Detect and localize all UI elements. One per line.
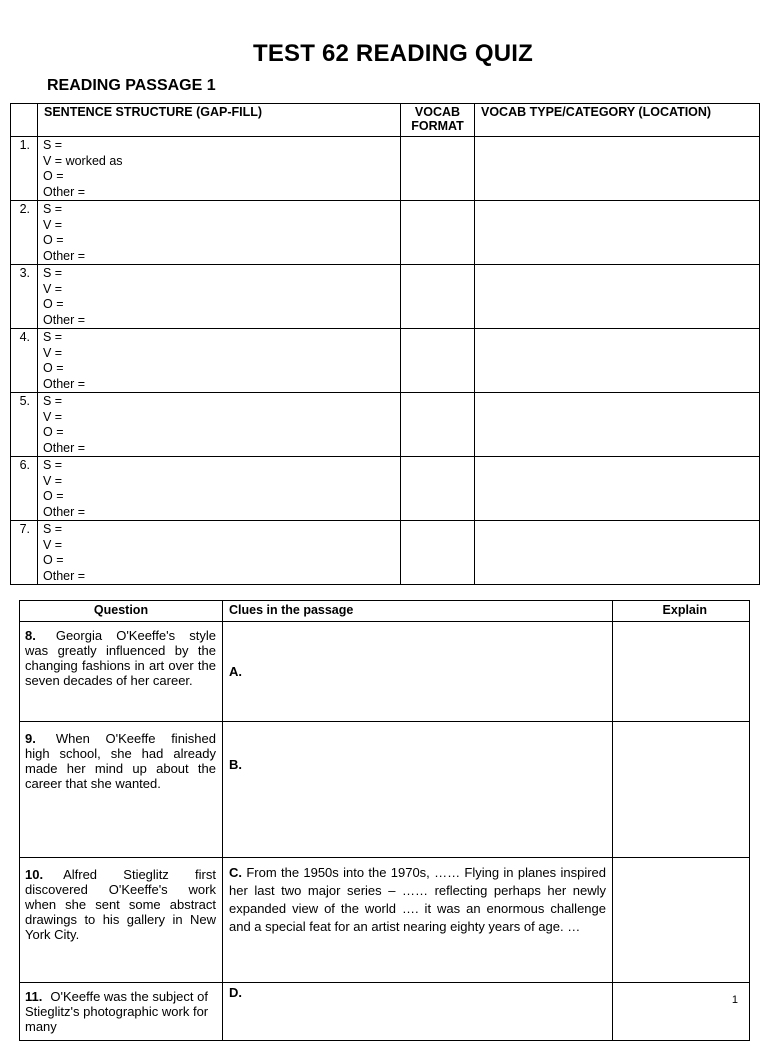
row-number: 2. xyxy=(11,201,38,265)
subject-line: S = xyxy=(43,202,63,216)
number-header xyxy=(11,104,38,137)
table-row xyxy=(11,201,760,265)
other-line: Other = xyxy=(43,504,86,519)
clue-cell[interactable] xyxy=(223,622,613,722)
sentence-structure-cell[interactable] xyxy=(38,329,401,393)
vocab-format-cell[interactable] xyxy=(401,521,475,585)
vocab-format-cell[interactable] xyxy=(401,393,475,457)
vocab-type-cell[interactable] xyxy=(475,329,760,393)
question-cell xyxy=(20,622,223,722)
sentence-structure-cell[interactable] xyxy=(38,201,401,265)
row-number: 7. xyxy=(11,521,38,585)
verb-line: V = xyxy=(43,281,63,296)
clue-letter: B. xyxy=(229,757,242,772)
vocab-type-cell[interactable] xyxy=(475,201,760,265)
sentence-structure-cell[interactable] xyxy=(38,457,401,521)
page-number: 1 xyxy=(731,994,738,1006)
clue-letter: A. xyxy=(229,664,242,679)
object-line: O = xyxy=(43,169,64,183)
explain-cell[interactable] xyxy=(613,983,750,1041)
verb-line: V = worked as xyxy=(43,153,123,168)
question-number: 10. xyxy=(25,867,44,882)
other-line: Other = xyxy=(43,376,86,391)
table-row xyxy=(20,622,750,722)
sentence-structure-cell[interactable] xyxy=(38,393,401,457)
question-header: Question xyxy=(20,601,223,622)
subject-line: S = xyxy=(43,266,63,280)
row-number: 1. xyxy=(11,137,38,201)
table-row xyxy=(20,858,750,983)
vocab-type-cell[interactable] xyxy=(475,137,760,201)
subject-line: S = xyxy=(43,458,63,472)
sentence-structure-header: SENTENCE STRUCTURE (GAP-FILL) xyxy=(38,104,401,137)
verb-line: V = xyxy=(43,537,63,552)
sentence-structure-table xyxy=(10,103,760,585)
clues-header: Clues in the passage xyxy=(223,601,613,622)
vocab-type-cell[interactable] xyxy=(475,457,760,521)
explain-cell[interactable] xyxy=(613,858,750,983)
table-row xyxy=(11,137,760,201)
vocab-type-cell[interactable] xyxy=(475,393,760,457)
vocab-format-header: VOCAB FORMAT xyxy=(401,104,475,137)
table-row xyxy=(20,722,750,858)
object-line: O = xyxy=(43,553,64,567)
vocab-type-cell[interactable] xyxy=(475,521,760,585)
question-number: 9. xyxy=(25,731,36,746)
vocab-format-cell[interactable] xyxy=(401,201,475,265)
page-title: TEST 62 READING QUIZ xyxy=(252,40,534,67)
table-row xyxy=(11,457,760,521)
clue-letter: D. xyxy=(229,985,242,1000)
verb-line: V = xyxy=(43,409,63,424)
object-line: O = xyxy=(43,361,64,375)
row-number: 3. xyxy=(11,265,38,329)
vocab-format-cell[interactable] xyxy=(401,137,475,201)
subject-line: S = xyxy=(43,522,63,536)
table-row xyxy=(11,329,760,393)
explain-header: Explain xyxy=(613,601,750,622)
clue-letter: C. xyxy=(229,865,242,880)
clue-cell[interactable] xyxy=(223,983,613,1041)
object-line: O = xyxy=(43,489,64,503)
verb-line: V = xyxy=(43,217,63,232)
other-line: Other = xyxy=(43,568,86,583)
question-text: Georgia O'Keeffe's style was greatly influenced by the changing fashions in art over the seven decades of her career. xyxy=(25,628,216,688)
question-cell xyxy=(20,858,223,983)
question-text: Alfred Stieglitz first discovered O'Keeffe's work when she sent some abstract drawings to his gallery in New York City. xyxy=(25,867,216,942)
vocab-format-cell[interactable] xyxy=(401,265,475,329)
question-text: O'Keeffe was the subject of Stieglitz's photographic work for many xyxy=(25,989,209,1034)
row-number: 4. xyxy=(11,329,38,393)
object-line: O = xyxy=(43,233,64,247)
table-row xyxy=(20,983,750,1041)
vocab-type-cell[interactable] xyxy=(475,265,760,329)
table-header-row xyxy=(20,601,750,622)
object-line: O = xyxy=(43,425,64,439)
other-line: Other = xyxy=(43,312,86,327)
clue-cell[interactable] xyxy=(223,722,613,858)
question-number: 11. xyxy=(25,989,43,1004)
explain-cell[interactable] xyxy=(613,722,750,858)
row-number: 6. xyxy=(11,457,38,521)
question-cell xyxy=(20,722,223,858)
verb-line: V = xyxy=(43,473,63,488)
question-number: 8. xyxy=(25,628,36,643)
other-line: Other = xyxy=(43,184,86,199)
vocab-format-cell[interactable] xyxy=(401,329,475,393)
sentence-structure-cell[interactable] xyxy=(38,265,401,329)
vocab-type-header: VOCAB TYPE/CATEGORY (LOCATION) xyxy=(475,104,760,137)
explain-cell[interactable] xyxy=(613,622,750,722)
sentence-structure-cell[interactable] xyxy=(38,137,401,201)
subject-line: S = xyxy=(43,394,63,408)
verb-line: V = xyxy=(43,345,63,360)
vocab-format-cell[interactable] xyxy=(401,457,475,521)
question-text: When O'Keeffe finished high school, she had already made her mind up about the career that she wanted. xyxy=(25,731,216,791)
object-line: O = xyxy=(43,297,64,311)
sentence-structure-cell[interactable] xyxy=(38,521,401,585)
table-row xyxy=(11,521,760,585)
other-line: Other = xyxy=(43,248,86,263)
subject-line: S = xyxy=(43,330,63,344)
passage-heading: READING PASSAGE 1 xyxy=(47,77,216,94)
clue-cell[interactable] xyxy=(223,858,613,983)
subject-line: S = xyxy=(43,138,63,152)
question-cell xyxy=(20,983,223,1041)
table-header-row xyxy=(11,104,760,137)
table-row xyxy=(11,265,760,329)
clue-text: From the 1950s into the 1970s, …… Flying in planes inspired her last two major series – …… reflecting perhaps her newly expanded view of the world …. it was an enormous challenge and a special feat for an artist nearing eighty years of age. … xyxy=(229,865,606,934)
clues-table xyxy=(19,600,750,1041)
other-line: Other = xyxy=(43,440,86,455)
table-row xyxy=(11,393,760,457)
row-number: 5. xyxy=(11,393,38,457)
